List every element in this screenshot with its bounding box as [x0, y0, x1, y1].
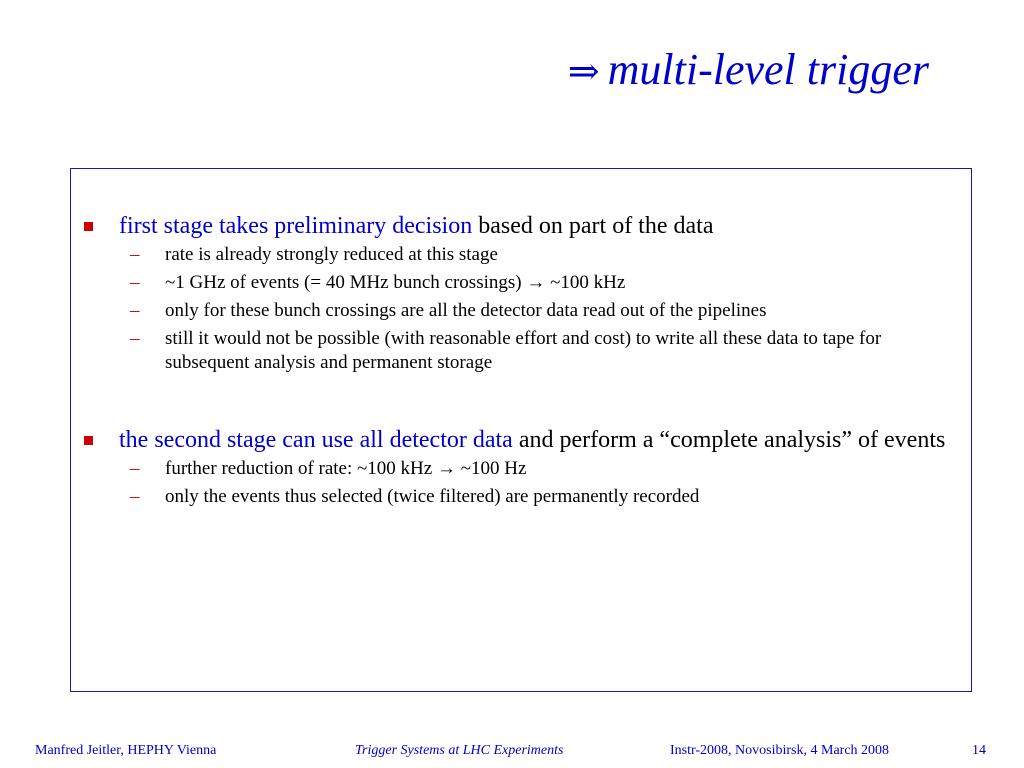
content-box: [70, 168, 972, 692]
sub-bullet-item: [119, 299, 951, 323]
bullet-item: [119, 425, 951, 513]
sub-bullet-text: only the events thus selected (twice filtered) are permanently recorded: [165, 486, 700, 507]
bullet-item: [119, 211, 951, 379]
sub-bullet-text: only for these bunch crossings are all the detector data read out of the pipelines: [165, 300, 767, 321]
dash-icon: –: [130, 272, 140, 293]
implies-arrow-icon: ⇒: [567, 49, 600, 93]
dash-icon: –: [130, 300, 140, 321]
sub-bullet-item: [119, 485, 951, 509]
sub-bullet-list: [119, 243, 951, 375]
bullet-text: and perform a “complete analysis” of events: [512, 427, 946, 453]
footer-talk-title: Trigger Systems at LHC Experiments: [355, 743, 564, 758]
dash-icon: –: [130, 328, 140, 349]
slide-title-text: multi-level trigger: [607, 45, 929, 94]
page-number: 14: [972, 743, 986, 758]
sub-bullet-text: still it would not be possible (with reasonable effort and cost) to write all these data to tape for subsequent analysis and permanent storage: [165, 328, 882, 373]
sub-bullet-item: [119, 243, 951, 267]
dash-icon: –: [130, 244, 140, 265]
bullet-highlight: the second stage can use all detector data: [119, 427, 513, 453]
dash-icon: –: [130, 486, 140, 507]
sub-bullet-item: [119, 271, 951, 295]
sub-bullet-item: [119, 457, 951, 481]
sub-bullet-item: [119, 327, 951, 375]
bullet-square-icon: [84, 222, 93, 231]
slide-title: [567, 45, 929, 94]
bullet-text: based on part of the data: [472, 213, 714, 239]
footer-author: Manfred Jeitler, HEPHY Vienna: [35, 743, 217, 758]
sub-bullet-text: ~1 GHz of events (= 40 MHz bunch crossings) → ~100 kHz: [165, 272, 626, 293]
bullet-square-icon: [84, 436, 93, 445]
bullet-highlight: first stage takes preliminary decision: [119, 213, 473, 239]
sub-bullet-text: further reduction of rate: ~100 kHz → ~100 Hz: [165, 458, 527, 479]
sub-bullet-list: [119, 457, 951, 509]
sub-bullet-text: rate is already strongly reduced at this stage: [165, 244, 498, 265]
footer-event: Instr-2008, Novosibirsk, 4 March 2008: [670, 743, 890, 758]
dash-icon: –: [130, 458, 140, 479]
